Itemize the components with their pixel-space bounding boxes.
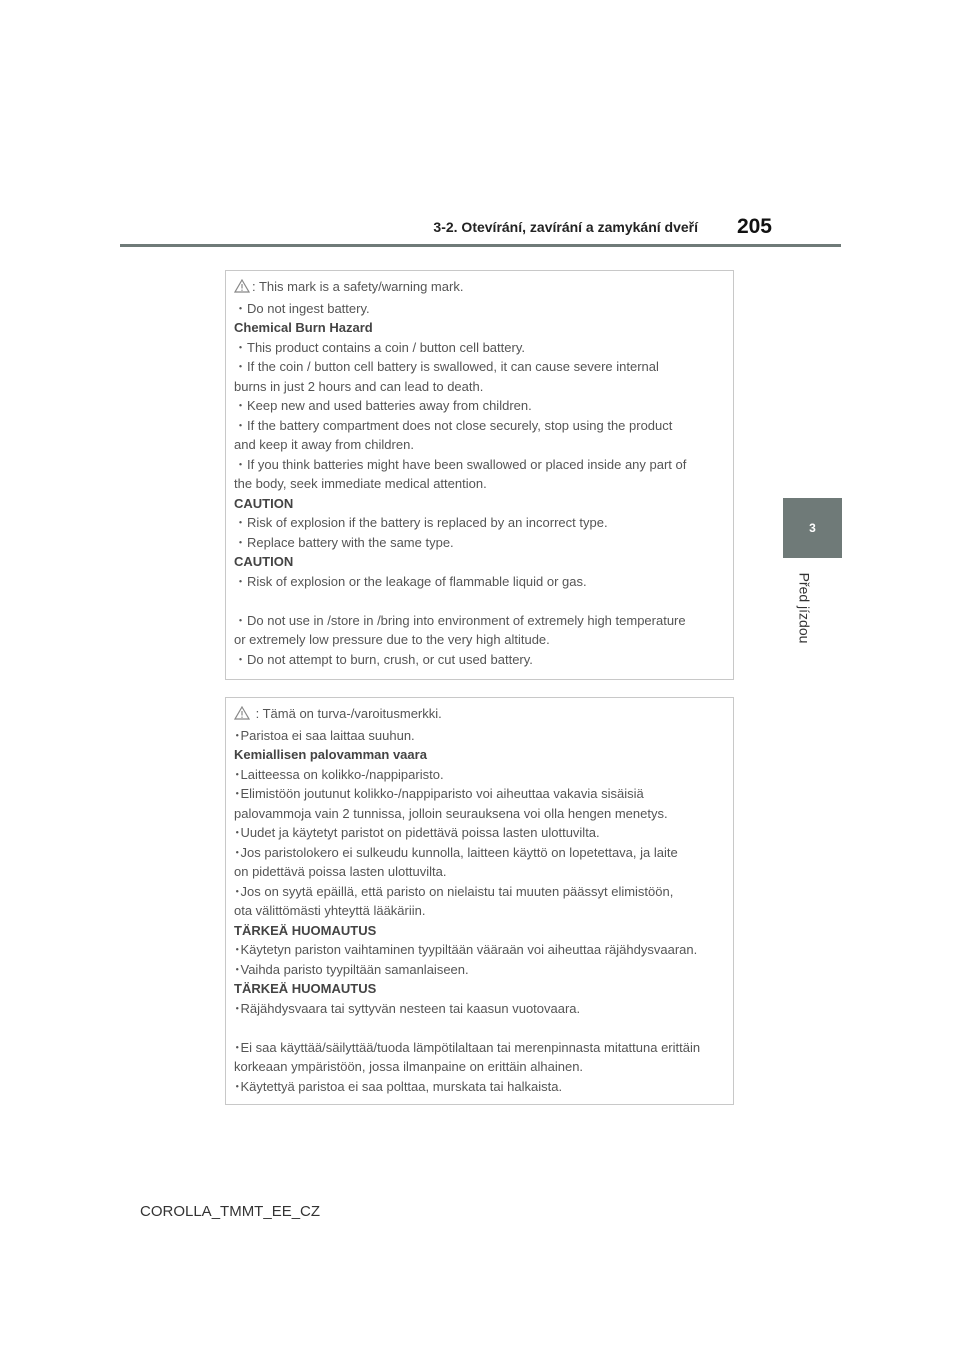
line-text: ・Do not attempt to burn, crush, or cut used battery. — [234, 651, 533, 667]
box-text-line — [234, 901, 725, 921]
box-heading — [234, 979, 725, 999]
line-text: ・Do not ingest battery. — [234, 300, 370, 316]
line-text: burns in just 2 hours and can lead to death. — [234, 378, 484, 394]
box-text-line — [234, 338, 725, 358]
line-text: the body, seek immediate medical attention. — [234, 476, 487, 491]
box-text-line — [234, 630, 725, 650]
line-text: Kemiallisen palovamman vaara — [234, 747, 427, 762]
box-heading — [234, 552, 725, 572]
line-text: ・This product contains a coin / button cell battery. — [234, 339, 525, 355]
chapter-label: Před jízdou — [796, 572, 813, 644]
line-text: ･Käytettyä paristoa ei saa polttaa, murskata tai halkaista. — [234, 1078, 563, 1094]
box-text-line — [234, 1038, 725, 1058]
box-text-line — [234, 572, 725, 592]
line-text: ･Jos on syytä epäillä, että paristo on nielaistu tai muuten päässyt elimistöön, — [234, 883, 674, 899]
box-text-line — [234, 299, 725, 319]
line-text: ・Keep new and used batteries away from children. — [234, 398, 532, 413]
footer-code: COROLLA_TMMT_EE_CZ — [140, 1203, 321, 1220]
warning-box-english — [225, 270, 734, 680]
box-text-line — [234, 533, 725, 553]
box-text-line — [234, 650, 725, 670]
line-text: ･Jos paristolokero ei sulkeudu kunnolla, laitteen käyttö on lopetettava, ja laite — [234, 844, 678, 860]
blank-line — [234, 591, 725, 611]
box-text-line — [234, 1077, 725, 1097]
warning-box-finnish — [225, 697, 734, 1105]
page-number: 205 — [736, 215, 772, 238]
box-text-line — [234, 1057, 725, 1077]
line-text: ・Replace battery with the same type. — [234, 534, 454, 550]
line-text: : Tämä on turva-/varoitusmerkki. — [252, 706, 442, 721]
box-text-line — [234, 960, 725, 980]
box-heading — [234, 494, 725, 514]
box-text-line — [234, 940, 725, 960]
line-text: : This mark is a safety/warning mark. — [252, 279, 464, 294]
line-text: or extremely low pressure due to the very high altitude. — [234, 632, 550, 647]
box-heading — [234, 745, 725, 765]
line-text: ・If you think batteries might have been swallowed or placed inside any part of — [234, 456, 687, 472]
line-text: and keep it away from children. — [234, 437, 414, 452]
box-text-line — [234, 357, 725, 377]
section-title: 3-2. Otevírání, zavírání a zamykání dveří — [433, 219, 698, 235]
box-text-line — [234, 611, 725, 631]
chapter-label-container — [774, 568, 834, 648]
line-text: ・Risk of explosion or the leakage of flammable liquid or gas. — [234, 573, 587, 589]
line-text: ota välittömästi yhteyttä lääkäriin. — [234, 903, 426, 918]
box-text-line — [234, 784, 725, 804]
page-header — [120, 215, 840, 247]
line-text: ･Räjähdysvaara tai syttyvän nesteen tai kaasun vuotovaara. — [234, 1000, 581, 1016]
box-text-line — [234, 882, 725, 902]
box-text-line — [234, 474, 725, 494]
line-text: ･Ei saa käyttää/säilyttää/tuoda lämpötilaltaan tai merenpinnasta mitattuna erittäin — [234, 1039, 701, 1055]
box-text-line — [234, 396, 725, 416]
line-text: CAUTION — [234, 495, 294, 511]
warning-triangle-icon — [234, 279, 250, 299]
box-text-line — [234, 277, 725, 299]
line-text: on pidettävä poissa lasten ulottuvilta. — [234, 864, 447, 879]
box-text-line — [234, 823, 725, 843]
box-text-line — [234, 513, 725, 533]
box-text-line — [234, 726, 725, 746]
line-text: ･Elimistöön joutunut kolikko-/nappiparisto voi aiheuttaa vakavia sisäisiä — [234, 786, 644, 801]
box-text-line — [234, 804, 725, 824]
line-text: TÄRKEÄ HUOMAUTUS — [234, 922, 377, 938]
box-text-line — [234, 765, 725, 785]
line-text: ・Risk of explosion if the battery is replaced by an incorrect type. — [234, 515, 608, 530]
line-text: Chemical Burn Hazard — [234, 320, 373, 335]
line-text: ･Vaihda paristo tyypiltään samanlaiseen. — [234, 961, 469, 977]
line-text: korkeaan ympäristöön, jossa ilmanpaine on erittäin alhainen. — [234, 1059, 584, 1074]
box-text-line — [234, 999, 725, 1019]
line-text: ･Paristoa ei saa laittaa suuhun. — [234, 727, 415, 743]
box-text-line — [234, 416, 725, 436]
line-text: palovammoja vain 2 tunnissa, jolloin seurauksena voi olla hengen menetys. — [234, 805, 668, 821]
box-heading — [234, 921, 725, 941]
line-text: ･Uudet ja käytetyt paristot on pidettävä poissa lasten ulottuvilta. — [234, 825, 600, 840]
line-text: ・If the battery compartment does not close securely, stop using the product — [234, 417, 673, 433]
line-text: TÄRKEÄ HUOMAUTUS — [234, 981, 377, 996]
box-text-line — [234, 435, 725, 455]
box-text-line — [234, 862, 725, 882]
warning-triangle-icon — [234, 706, 250, 726]
box-heading — [234, 318, 725, 338]
box-text-line — [234, 843, 725, 863]
line-text: ･Käytetyn pariston vaihtaminen tyypiltään vääraän voi aiheuttaa räjähdysvaaran. — [234, 942, 698, 957]
box-text-line — [234, 377, 725, 397]
line-text: CAUTION — [234, 554, 294, 569]
chapter-tab — [783, 498, 842, 558]
line-text: ・Do not use in /store in /bring into environment of extremely high temperature — [234, 612, 686, 628]
header-rule — [120, 244, 841, 247]
line-text: ･Laitteessa on kolikko-/nappiparisto. — [234, 766, 444, 782]
line-text: ・If the coin / button cell battery is swallowed, it can cause severe internal — [234, 359, 659, 374]
chapter-number: 3 — [809, 521, 816, 535]
blank-line — [234, 1018, 725, 1038]
box-text-line — [234, 455, 725, 475]
box-text-line — [234, 704, 725, 726]
